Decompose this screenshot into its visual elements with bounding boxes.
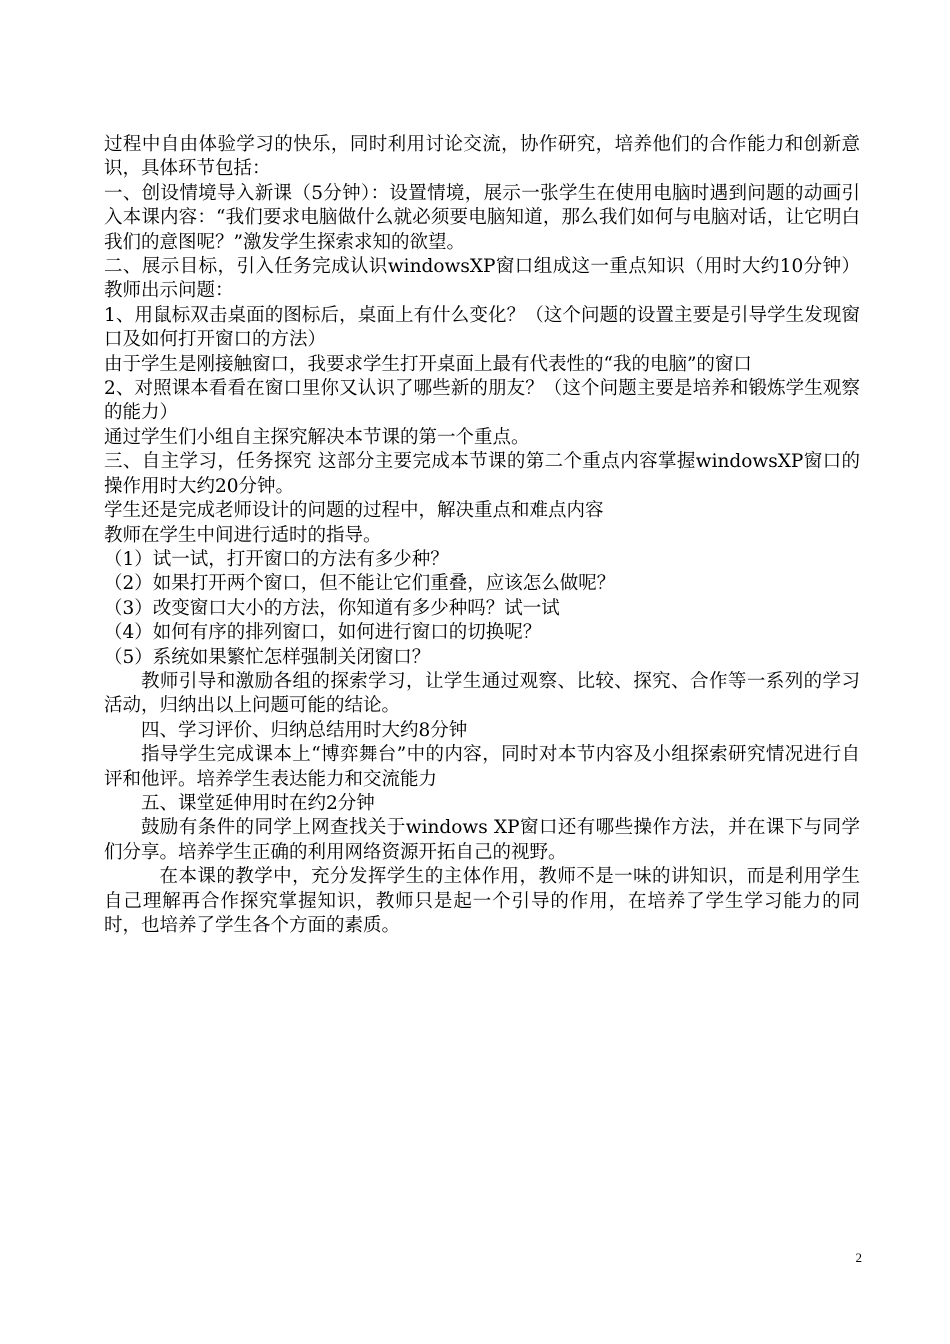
paragraph: 三、自主学习，任务探究 这部分主要完成本节课的第二个重点内容掌握windowsXP窗口的操作用时大约20分钟。 (104, 451, 860, 497)
list-item: （1）试一试，打开窗口的方法有多少种？ (104, 548, 449, 570)
paragraph: 二、展示目标，引入任务完成认识windowsXP窗口组成这一重点知识（用时大约10分钟）教师出示问题： (104, 256, 860, 302)
section-heading: 四、学习评价、归纳总结用时大约8分钟 (141, 719, 468, 741)
paragraph: 教师引导和激励各组的探索学习，让学生通过观察、比较、探究、合作等一系列的学习活动，归纳出以上问题可能的结论。 (104, 670, 860, 717)
document-body (104, 133, 860, 938)
paragraph: 鼓励有条件的同学上网查找关于windows XP窗口还有哪些操作方法，并在课下与同学们分享。培养学生正确的利用网络资源开拓自己的视野。 (104, 817, 860, 863)
list-item: （4）如何有序的排列窗口，如何进行窗口的切换呢？ (104, 622, 542, 644)
list-item: （5）系统如果繁忙怎样强制关闭窗口？ (104, 646, 431, 668)
paragraph: 通过学生们小组自主探究解决本节课的第一个重点。 (104, 426, 530, 448)
list-item: （2）如果打开两个窗口，但不能让它们重叠，应该怎么做呢？ (104, 573, 616, 595)
paragraph: 1、用鼠标双击桌面的图标后，桌面上有什么变化？（这个问题的设置主要是引导学生发现窗口及如何打开窗口的方法） (104, 304, 860, 351)
paragraph: 学生还是完成老师设计的问题的过程中，解决重点和难点内容 (104, 500, 604, 522)
section-heading: 五、课堂延伸用时在约2分钟 (141, 792, 375, 814)
paragraph: 2、对照课本看看在窗口里你又认识了哪些新的朋友？（这个问题主要是培养和锻炼学生观察的能力） (104, 378, 860, 424)
paragraph: 在本课的教学中，充分发挥学生的主体作用，教师不是一味的讲知识，而是利用学生自己理解再合作探究掌握知识，教师只是起一个引导的作用，在培养了学生学习能力的同时，也培养了学生各个方面的素质。 (104, 866, 860, 936)
paragraph: 教师在学生中间进行适时的指导。 (104, 524, 382, 546)
paragraph: 指导学生完成课本上“博弈舞台”中的内容，同时对本节内容及小组探索研究情况进行自评和他评。培养学生表达能力和交流能力 (104, 744, 860, 790)
paragraph: 由于学生是刚接触窗口，我要求学生打开桌面上最有代表性的“我的电脑”的窗口 (104, 353, 752, 375)
paragraph: 过程中自由体验学习的快乐，同时利用讨论交流，协作研究，培养他们的合作能力和创新意识，具体环节包括： (104, 134, 860, 180)
list-item: （3）改变窗口大小的方法，你知道有多少种吗？试一试 (104, 597, 560, 619)
paragraph: 一、创设情境导入新课（5分钟）：设置情境，展示一张学生在使用电脑时遇到问题的动画引入本课内容：“我们要求电脑做什么就必须要电脑知道，那么我们如何与电脑对话，让它明白我们的意图呢？”激发学生探索求知的欲望。 (104, 182, 860, 253)
page-number: 2 (855, 1250, 862, 1265)
